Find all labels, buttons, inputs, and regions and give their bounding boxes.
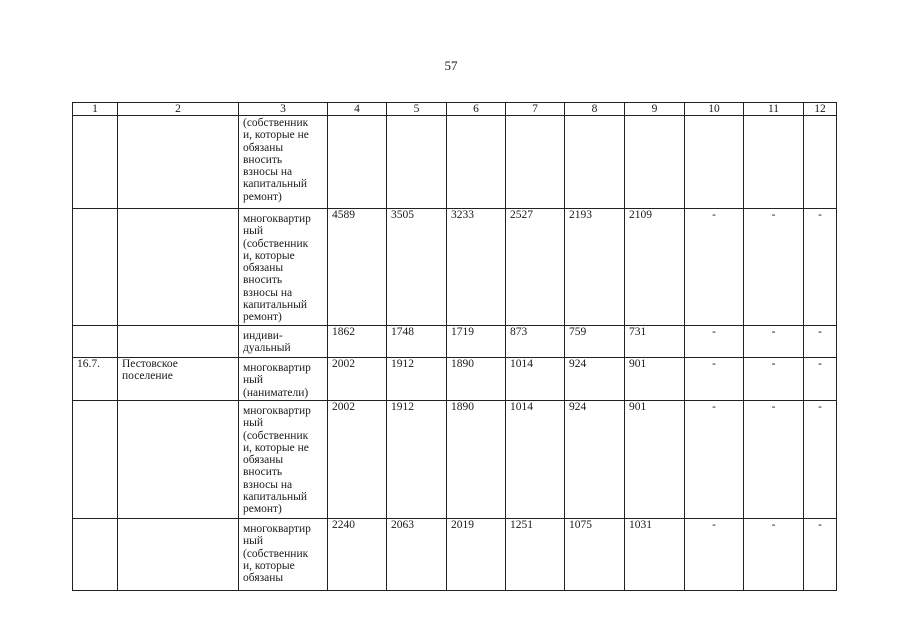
column-header-10: 10 (685, 103, 744, 116)
cell-value-col-9: 731 (625, 326, 685, 358)
cell-value-col-8: 924 (565, 358, 625, 401)
cell-value-col-8: 924 (565, 401, 625, 519)
cell-value-col-6 (447, 116, 506, 209)
column-header-12: 12 (804, 103, 837, 116)
cell-settlement-name: Пестовское поселение (118, 358, 239, 401)
cell-value-col-4: 1862 (328, 326, 387, 358)
cell-code (73, 116, 118, 209)
cell-housing-type: многоквартир ный (собственник и, которые обязаны (239, 519, 328, 591)
column-header-4: 4 (328, 103, 387, 116)
cell-value-col-7: 1014 (506, 401, 565, 519)
cell-value-col-8 (565, 116, 625, 209)
cell-housing-type: многоквартир ный (собственник и, которые обязаны вносить взносы на капитальный ремонт) (239, 209, 328, 326)
column-header-1: 1 (73, 103, 118, 116)
header-row (73, 103, 837, 116)
cell-value-col-4: 4589 (328, 209, 387, 326)
cell-value-col-11: - (744, 209, 804, 326)
table-row (73, 326, 837, 358)
cell-value-col-11: - (744, 358, 804, 401)
cell-value-col-6: 3233 (447, 209, 506, 326)
column-header-9: 9 (625, 103, 685, 116)
table-row (73, 401, 837, 519)
cell-settlement-name (118, 519, 239, 591)
cell-value-col-9 (625, 116, 685, 209)
cell-value-col-11: - (744, 326, 804, 358)
cell-value-col-5 (387, 116, 447, 209)
table-row (73, 209, 837, 326)
cell-value-col-10 (685, 116, 744, 209)
cell-value-col-12 (804, 116, 837, 209)
cell-value-col-7: 2527 (506, 209, 565, 326)
cell-value-col-10: - (685, 326, 744, 358)
cell-value-col-4 (328, 116, 387, 209)
cell-housing-type: (собственник и, которые не обязаны вносить взносы на капитальный ремонт) (239, 116, 328, 209)
cell-value-col-9: 1031 (625, 519, 685, 591)
cell-value-col-10: - (685, 519, 744, 591)
cell-value-col-11: - (744, 519, 804, 591)
tariff-table (72, 102, 837, 591)
cell-value-col-12: - (804, 519, 837, 591)
cell-value-col-4: 2002 (328, 358, 387, 401)
table-row (73, 116, 837, 209)
cell-value-col-9: 901 (625, 358, 685, 401)
cell-value-col-11 (744, 116, 804, 209)
cell-value-col-12: - (804, 401, 837, 519)
table-row (73, 519, 837, 591)
cell-settlement-name (118, 326, 239, 358)
cell-value-col-7 (506, 116, 565, 209)
cell-value-col-12: - (804, 209, 837, 326)
cell-value-col-5: 1748 (387, 326, 447, 358)
column-header-2: 2 (118, 103, 239, 116)
page-number: 57 (444, 58, 458, 73)
cell-value-col-11: - (744, 401, 804, 519)
cell-code (73, 326, 118, 358)
cell-housing-type: индиви- дуальный (239, 326, 328, 358)
cell-value-col-5: 3505 (387, 209, 447, 326)
cell-value-col-9: 901 (625, 401, 685, 519)
cell-value-col-6: 1890 (447, 358, 506, 401)
cell-value-col-8: 2193 (565, 209, 625, 326)
column-header-6: 6 (447, 103, 506, 116)
cell-code (73, 519, 118, 591)
cell-value-col-10: - (685, 209, 744, 326)
cell-value-col-4: 2002 (328, 401, 387, 519)
cell-settlement-name (118, 209, 239, 326)
cell-value-col-10: - (685, 401, 744, 519)
cell-value-col-8: 1075 (565, 519, 625, 591)
cell-value-col-5: 1912 (387, 401, 447, 519)
cell-value-col-10: - (685, 358, 744, 401)
cell-value-col-5: 2063 (387, 519, 447, 591)
column-header-5: 5 (387, 103, 447, 116)
cell-value-col-6: 2019 (447, 519, 506, 591)
column-header-11: 11 (744, 103, 804, 116)
cell-value-col-7: 1251 (506, 519, 565, 591)
cell-value-col-7: 1014 (506, 358, 565, 401)
cell-value-col-12: - (804, 358, 837, 401)
cell-code (73, 401, 118, 519)
cell-code: 16.7. (73, 358, 118, 401)
cell-settlement-name (118, 116, 239, 209)
cell-value-col-4: 2240 (328, 519, 387, 591)
cell-value-col-12: - (804, 326, 837, 358)
cell-value-col-7: 873 (506, 326, 565, 358)
cell-value-col-5: 1912 (387, 358, 447, 401)
column-header-7: 7 (506, 103, 565, 116)
cell-value-col-9: 2109 (625, 209, 685, 326)
column-header-3: 3 (239, 103, 328, 116)
column-header-8: 8 (565, 103, 625, 116)
cell-housing-type: многоквартир ный (наниматели) (239, 358, 328, 401)
cell-value-col-6: 1890 (447, 401, 506, 519)
table-row (73, 358, 837, 401)
cell-settlement-name (118, 401, 239, 519)
cell-value-col-8: 759 (565, 326, 625, 358)
table-body (73, 116, 837, 591)
cell-value-col-6: 1719 (447, 326, 506, 358)
cell-code (73, 209, 118, 326)
cell-housing-type: многоквартир ный (собственник и, которые не обязаны вносить взносы на капитальный ремонт) (239, 401, 328, 519)
